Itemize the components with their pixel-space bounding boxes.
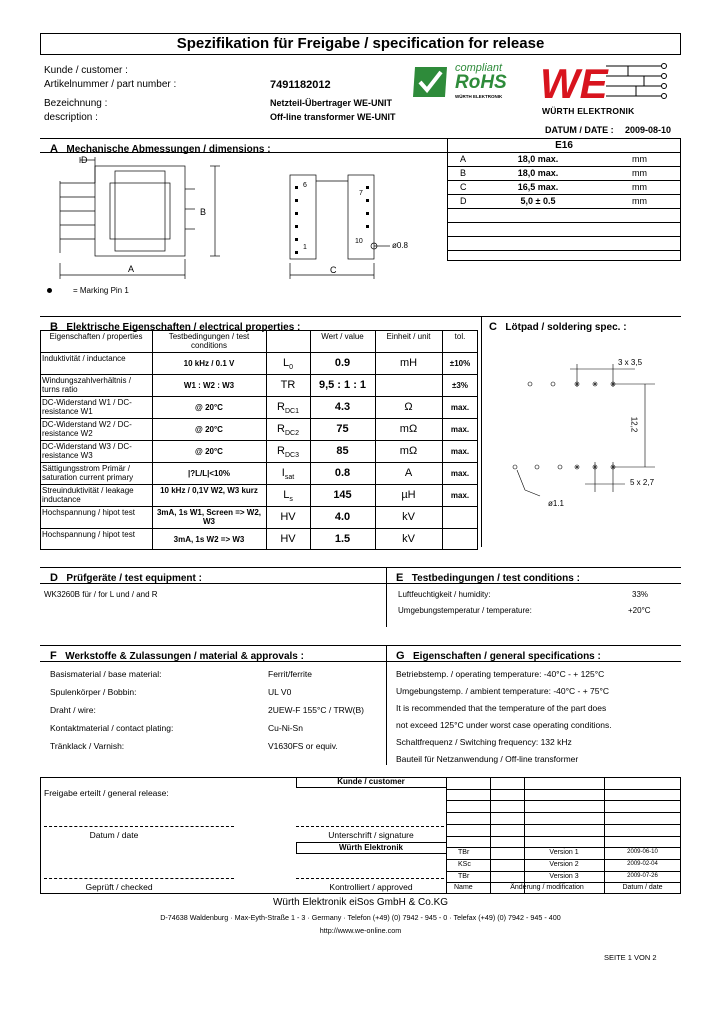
elec-symbol-sub: DC1 xyxy=(284,408,299,415)
elec-unit: mH xyxy=(399,357,418,369)
part-number: 7491182012 xyxy=(270,79,331,91)
elec-symbol-main: L xyxy=(283,489,290,501)
release-label: Freigabe erteilt / general release: xyxy=(44,788,169,798)
material-value: V1630FS or equiv. xyxy=(268,741,338,751)
rev-version: Version 1 xyxy=(549,849,579,856)
dim-label-d: D xyxy=(81,155,88,165)
soldering-drawing xyxy=(485,332,681,522)
approved-label: Kontrolliert / approved xyxy=(329,882,413,892)
elec-tolerance: ±3% xyxy=(452,381,468,390)
rev-version: Version 2 xyxy=(549,861,579,868)
rev-row-line xyxy=(446,836,681,837)
section-b-title: Elektrische Eigenschaften / electrical properties : xyxy=(66,322,301,333)
signature-line xyxy=(296,826,444,827)
rev-version: Version 3 xyxy=(549,873,579,880)
elec-tolerance: max. xyxy=(450,469,470,478)
elec-unit: A xyxy=(404,467,413,479)
rohs-check-icon xyxy=(411,65,449,99)
section-b-letter: B xyxy=(50,321,58,333)
elec-value: 145 xyxy=(333,489,352,501)
elec-property: DC-Widerstand W2 / DC-resistance W2 xyxy=(42,420,132,438)
elec-row-line xyxy=(40,396,478,397)
dim-row-key: B xyxy=(460,168,467,178)
elec-symbol-main: R xyxy=(277,445,285,457)
dim-row-line xyxy=(447,208,681,209)
dim-row-value: 18,0 max. xyxy=(517,154,559,164)
date-label: DATUM / DATE : xyxy=(545,125,614,135)
approved-line xyxy=(296,878,444,879)
elec-tolerance: max. xyxy=(450,447,470,456)
elec-symbol xyxy=(266,489,310,503)
rohs-text: RoHS xyxy=(455,72,507,93)
elec-tolerance: max. xyxy=(450,403,470,412)
elec-header-cell: Testbedingungen / test conditions xyxy=(168,332,250,350)
material-value: Cu-Ni-Sn xyxy=(268,723,303,733)
dim-row-unit: mm xyxy=(632,154,647,164)
customer-header: Kunde / customer xyxy=(337,777,405,786)
dim-row-unit: mm xyxy=(632,182,647,192)
dim-row-line xyxy=(447,236,681,237)
designation-label: Bezeichnung : xyxy=(44,98,108,109)
section-d-letter: D xyxy=(50,572,58,584)
elec-symbol xyxy=(266,467,310,481)
material-value: UL V0 xyxy=(268,687,292,697)
rev-name: KSc xyxy=(458,861,471,868)
section-f-title: Werkstoffe & Zulassungen / material & approvals : xyxy=(65,651,304,662)
solder-dim-hole: ø1.1 xyxy=(548,499,565,508)
dim-row-line xyxy=(447,222,681,223)
elec-value: 4.0 xyxy=(334,511,351,523)
rev-header-name: Name xyxy=(454,884,473,891)
release-signature-label: Unterschrift / signature xyxy=(328,830,414,840)
pin-7-label: 7 xyxy=(359,190,363,197)
elec-unit: Ω xyxy=(404,401,413,413)
elec-symbol-sub: DC3 xyxy=(284,452,299,459)
elec-tolerance: max. xyxy=(450,491,470,500)
elec-row-line xyxy=(40,528,478,529)
rev-row-line xyxy=(446,789,681,790)
section-c-title: Lötpad / soldering spec. : xyxy=(505,322,627,333)
elec-row-line xyxy=(40,374,478,375)
dim-row-key: C xyxy=(460,182,467,192)
elec-unit: kV xyxy=(402,533,415,545)
we-logo xyxy=(536,60,676,122)
solder-dim-bottom: 5 x 2,7 xyxy=(630,478,655,487)
pin-1-label: 1 xyxy=(303,244,307,251)
elec-property: Hochspannung / hipot test xyxy=(42,508,135,517)
temperature-label: Umgebungstemperatur / temperature: xyxy=(398,606,532,615)
general-spec-line: not exceed 125°C under worst case operating conditions. xyxy=(396,720,612,730)
elec-row-line xyxy=(40,418,478,419)
rev-date: 2009-06-10 xyxy=(627,849,658,855)
general-spec-line: Bauteil für Netzanwendung / Off-line transformer xyxy=(396,754,579,764)
elec-condition: 3mA, 1s W2 => W3 xyxy=(173,535,245,544)
rev-name: TBr xyxy=(458,849,470,856)
elec-symbol-sub: sat xyxy=(284,474,295,481)
elec-symbol xyxy=(266,533,310,547)
elec-value: 1.5 xyxy=(334,533,351,545)
material-label: Kontaktmaterial / contact plating: xyxy=(50,723,174,733)
pin-6-label: 6 xyxy=(303,182,307,189)
hole-dim: ø0.8 xyxy=(392,241,409,250)
elec-symbol-main: HV xyxy=(280,533,296,545)
rohs-compliant: compliant xyxy=(455,62,503,74)
footer-company: Würth Elektronik eiSos GmbH & Co.KG xyxy=(272,897,449,908)
rev-row-line xyxy=(446,800,681,801)
elec-row-line xyxy=(40,484,478,485)
elec-unit: mΩ xyxy=(399,445,418,457)
section-a-letter: A xyxy=(50,143,58,155)
elec-symbol-main: R xyxy=(277,401,285,413)
humidity-label: Luftfeuchtigkeit / humidity: xyxy=(398,590,491,599)
dim-row-unit: mm xyxy=(632,168,647,178)
elec-condition: 10 kHz / 0,1V W2, W3 kurz xyxy=(160,486,258,495)
elec-condition: @ 20°C xyxy=(195,425,223,434)
rev-date: 2009-02-04 xyxy=(627,861,658,867)
elec-value: 85 xyxy=(336,445,349,457)
material-label: Draht / wire: xyxy=(50,705,96,715)
elec-condition: 10 kHz / 0.1 V xyxy=(183,359,235,368)
elec-header-cell: Einheit / unit xyxy=(386,332,431,341)
general-spec-line: Schaltfrequenz / Switching frequency: 132 kHz xyxy=(396,737,572,747)
mechanical-drawing xyxy=(40,153,440,301)
pin-10-label: 10 xyxy=(355,238,363,245)
material-label: Spulenkörper / Bobbin: xyxy=(50,687,137,697)
dim-label-b: B xyxy=(200,207,207,217)
elec-header-cell: tol. xyxy=(454,332,466,341)
elec-header-line xyxy=(40,352,478,353)
dim-label-a: A xyxy=(128,264,135,274)
dim-label-c: C xyxy=(330,265,337,275)
elec-symbol-sub: 0 xyxy=(289,364,294,371)
section-g-letter: G xyxy=(396,650,405,662)
elec-condition: W1 : W2 : W3 xyxy=(183,381,235,390)
description-label: description : xyxy=(44,112,98,123)
elec-property: Windungszahlverhältnis / turns ratio xyxy=(42,376,131,394)
dim-row-value: 5,0 ± 0.5 xyxy=(520,196,556,206)
elec-row-line xyxy=(40,440,478,441)
section-a-title: Mechanische Abmessungen / dimensions : xyxy=(66,144,271,155)
rev-col-line xyxy=(490,777,491,894)
marking-text: = Marking Pin 1 xyxy=(73,286,129,295)
elec-unit: µH xyxy=(401,489,416,501)
elec-property: Streuinduktivität / leakage inductance xyxy=(42,486,134,504)
designation-value: Netzteil-Übertrager WE-UNIT xyxy=(270,98,393,108)
footer-address: D-74638 Waldenburg · Max-Eyth-Straße 1 - 3 · Germany · Telefon (+49) (0) 7942 - 945 - 0 · Telefax (+49) (0) 7942 - 945 - 400 xyxy=(160,913,561,922)
elec-value: 0.9 xyxy=(334,357,351,369)
elec-property: Sättigungsstrom Primär / saturation current primary xyxy=(42,464,134,482)
dim-row-line xyxy=(447,166,681,167)
elec-symbol xyxy=(266,357,310,371)
general-spec-line: Umgebungstemp. / ambient temperature: -40°C - + 75°C xyxy=(396,686,610,696)
checked-line xyxy=(44,878,234,879)
elec-condition: @ 20°C xyxy=(195,447,223,456)
elec-condition: |?L/L|<10% xyxy=(187,469,231,478)
dim-row-line xyxy=(447,180,681,181)
dim-row-value: 16,5 max. xyxy=(517,182,559,192)
checked-label: Geprüft / checked xyxy=(85,882,153,892)
dim-row-line xyxy=(447,250,681,251)
elec-tolerance: ±10% xyxy=(449,359,471,368)
section-g-title: Eigenschaften / general specifications : xyxy=(413,651,601,662)
rev-date: 2009-07-26 xyxy=(627,873,658,879)
elec-row-line xyxy=(40,506,478,507)
elec-symbol xyxy=(266,401,310,415)
rev-header-date: Datum / date xyxy=(622,884,663,891)
solder-dim-top: 3 x 3,5 xyxy=(618,358,643,367)
page-title: Spezifikation für Freigabe / specification for release xyxy=(176,35,545,52)
test-equipment: WK3260B für / for L und / and R xyxy=(44,590,158,599)
material-label: Basismaterial / base material: xyxy=(50,669,162,679)
elec-property: DC-Widerstand W3 / DC-resistance W3 xyxy=(42,442,132,460)
date-value: 2009-08-10 xyxy=(625,125,672,135)
elec-value: 0.8 xyxy=(334,467,351,479)
material-label: Tränklack / Varnish: xyxy=(50,741,125,751)
elec-header-cell: Wert / value xyxy=(321,332,364,341)
release-date-label: Datum / date xyxy=(89,830,139,840)
elec-symbol-sub: DC2 xyxy=(284,430,299,437)
elec-value: 4.3 xyxy=(334,401,351,413)
part-label: Artikelnummer / part number : xyxy=(44,79,177,90)
dim-row-key: D xyxy=(460,196,467,206)
rev-row-line xyxy=(446,824,681,825)
elec-symbol-sub: s xyxy=(289,496,293,503)
rev-header-modification: Änderung / modification xyxy=(510,884,584,891)
page-number: SEITE 1 VON 2 xyxy=(604,953,657,962)
elec-property: Induktivität / inductance xyxy=(42,354,126,363)
dim-row-value: 18,0 max. xyxy=(517,168,559,178)
rohs-logo xyxy=(411,63,523,101)
elec-symbol-main: L xyxy=(282,357,290,369)
section-e-title: Testbedingungen / test conditions : xyxy=(411,573,580,584)
elec-value: 9,5 : 1 : 1 xyxy=(318,379,367,391)
section-c-letter: C xyxy=(489,321,497,333)
elec-unit: kV xyxy=(402,511,415,523)
elec-symbol xyxy=(266,379,310,393)
dim-table-title: E16 xyxy=(555,140,573,151)
elec-property: DC-Widerstand W1 / DC-resistance W1 xyxy=(42,398,132,416)
we-logo-mark-icon xyxy=(536,60,676,104)
elec-symbol-main: HV xyxy=(280,511,296,523)
customer-label: Kunde / customer : xyxy=(44,65,128,76)
elec-symbol xyxy=(266,511,310,525)
rev-row-line xyxy=(446,812,681,813)
elec-unit: mΩ xyxy=(399,423,418,435)
elec-header-cell: Eigenschaften / properties xyxy=(49,332,143,341)
elec-symbol-main: TR xyxy=(280,379,296,391)
we-header: Würth Elektronik xyxy=(338,843,403,852)
description-value: Off-line transformer WE-UNIT xyxy=(270,112,396,122)
section-f-letter: F xyxy=(50,650,57,662)
we-name: WÜRTH ELEKTRONIK xyxy=(542,106,635,116)
elec-symbol-main: R xyxy=(277,423,285,435)
material-value: Ferrit/ferrite xyxy=(268,669,312,679)
humidity-value: 33% xyxy=(632,590,649,599)
elec-condition: @ 20°C xyxy=(195,403,223,412)
elec-tolerance: max. xyxy=(450,425,470,434)
temperature-value: +20°C xyxy=(628,606,651,615)
elec-property: Hochspannung / hipot test xyxy=(42,530,135,539)
rev-name: TBr xyxy=(458,873,470,880)
date-line xyxy=(44,826,234,827)
elec-condition: 3mA, 1s W1, Screen => W2, W3 xyxy=(156,508,262,526)
section-e-letter: E xyxy=(396,572,404,584)
elec-symbol-main: I xyxy=(281,467,285,479)
general-spec-line: It is recommended that the temperature of the part does xyxy=(396,703,607,713)
dim-row-unit: mm xyxy=(632,196,647,206)
dim-row-key: A xyxy=(460,154,467,164)
footer-url: http://www.we-online.com xyxy=(319,926,402,935)
general-spec-line: Betriebstemp. / operating temperature: -40°C - + 125°C xyxy=(396,669,605,679)
elec-value: 75 xyxy=(336,423,349,435)
elec-row-line xyxy=(40,462,478,463)
rohs-sub: WÜRTH ELEKTRONIK xyxy=(455,94,503,99)
section-d-title: Prüfgeräte / test equipment : xyxy=(66,573,202,584)
solder-dim-side: 12,2 xyxy=(629,416,639,433)
dim-row-line xyxy=(447,194,681,195)
marking-dot-icon xyxy=(47,288,52,293)
material-value: 2UEW-F 155°C / TRW(B) xyxy=(268,705,364,715)
elec-symbol xyxy=(266,445,310,459)
elec-symbol xyxy=(266,423,310,437)
svg-text:WE: WE xyxy=(540,60,608,104)
